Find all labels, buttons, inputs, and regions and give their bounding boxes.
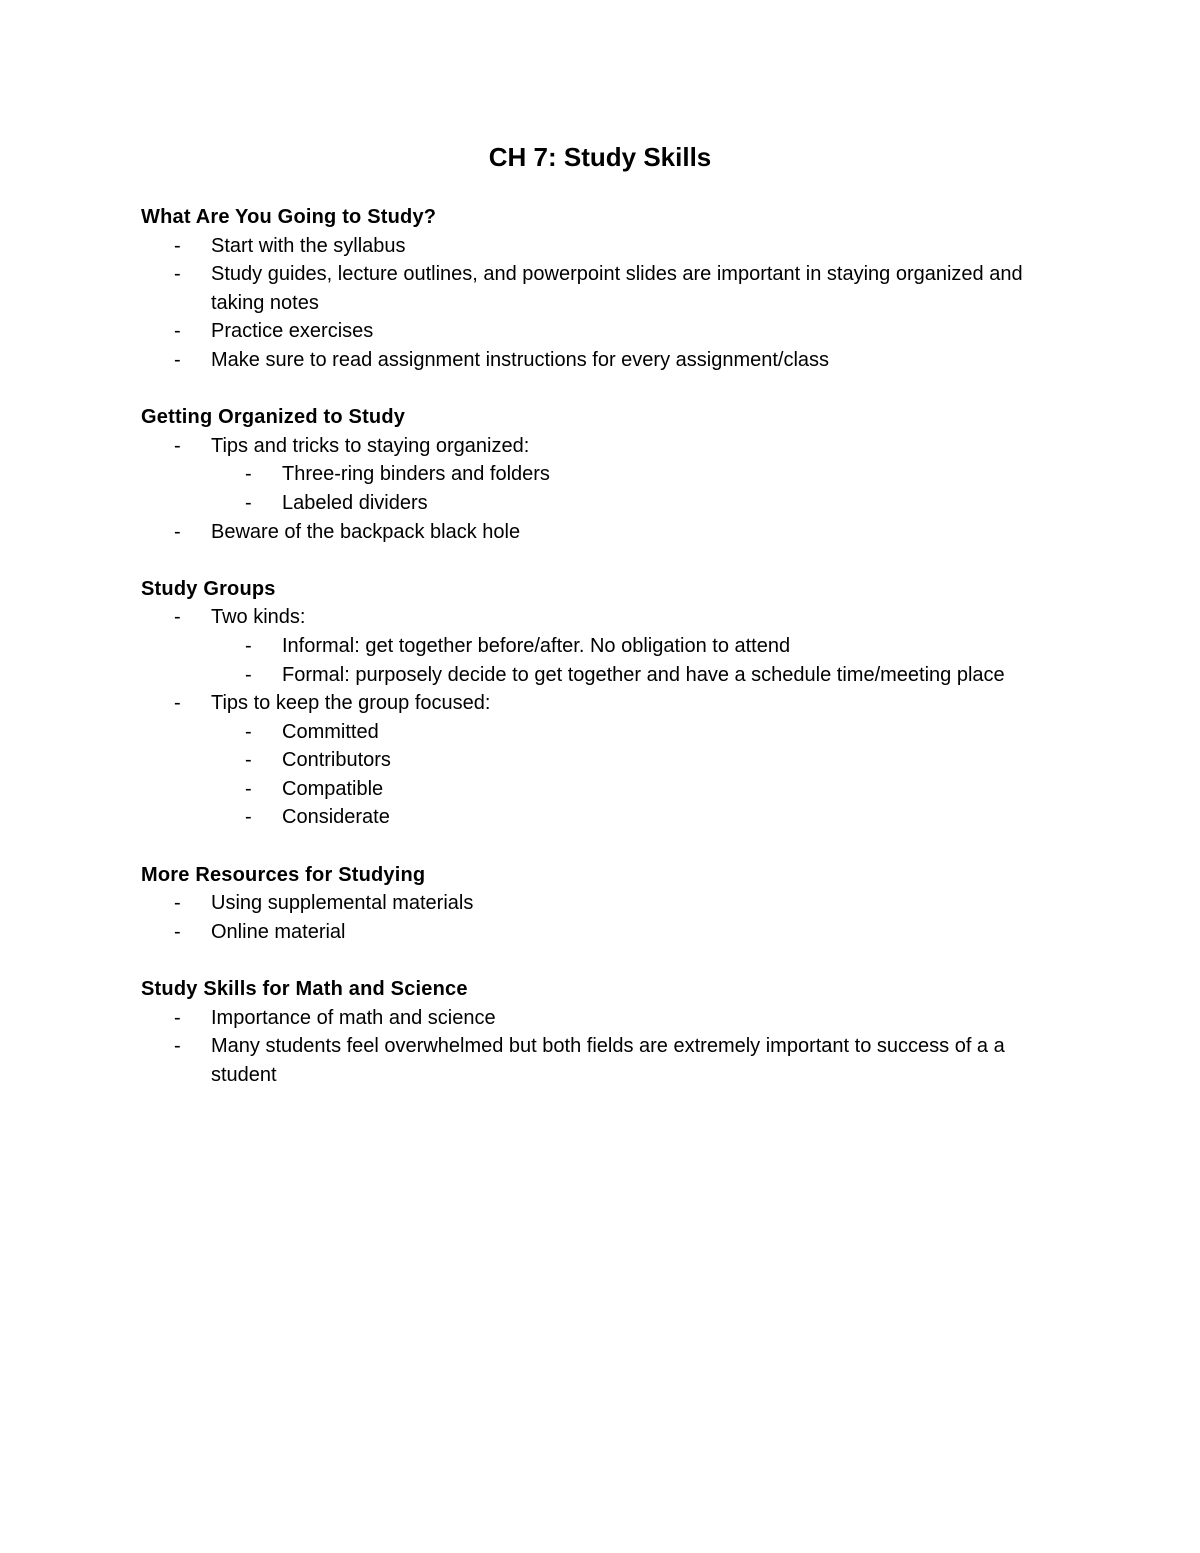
list-item — [141, 603, 1071, 632]
list-item-text: Practice exercises — [211, 320, 374, 343]
list-item-text: Online material — [211, 920, 346, 943]
list-item-text: Tips and tricks to staying organized: — [211, 434, 530, 457]
dash-bullet-icon: - — [245, 777, 252, 800]
bullet-list — [141, 603, 1071, 832]
dash-bullet-icon: - — [245, 663, 252, 686]
list-item-text: Start with the syllabus — [211, 234, 406, 257]
dash-bullet-icon: - — [174, 263, 181, 286]
sub-list-item — [141, 661, 1071, 690]
list-item — [141, 689, 1071, 718]
list-item-text: Informal: get together before/after. No obligation to attend — [282, 634, 791, 657]
sub-list-item — [141, 489, 1071, 518]
sub-list-item — [141, 746, 1071, 775]
list-item — [141, 1004, 1071, 1033]
list-item-text: Many students feel overwhelmed but both fields are extremely important to success of a a student — [211, 1035, 1005, 1086]
section-more-resources — [141, 861, 1071, 947]
dash-bullet-icon: - — [174, 320, 181, 343]
dash-bullet-icon: - — [174, 892, 181, 915]
page-title: CH 7: Study Skills — [488, 142, 712, 172]
list-item-text: Compatible — [282, 777, 384, 800]
bullet-list — [141, 1004, 1071, 1090]
list-item — [141, 317, 1071, 346]
dash-bullet-icon: - — [245, 806, 252, 829]
dash-bullet-icon: - — [245, 634, 252, 657]
list-item-text: Formal: purposely decide to get together and have a schedule time/meeting place — [282, 663, 1005, 686]
list-item — [141, 346, 1071, 375]
dash-bullet-icon: - — [174, 920, 181, 943]
list-item — [141, 260, 1071, 317]
sub-list-item — [141, 718, 1071, 747]
dash-bullet-icon: - — [174, 434, 181, 457]
dash-bullet-icon: - — [245, 463, 252, 486]
dash-bullet-icon: - — [174, 1006, 181, 1029]
list-item — [141, 518, 1071, 547]
list-item — [141, 1032, 1071, 1089]
dash-bullet-icon: - — [174, 234, 181, 257]
section-what-to-study — [141, 203, 1071, 375]
document-body — [141, 203, 1071, 1118]
list-item — [141, 232, 1071, 261]
list-item-text: Beware of the backpack black hole — [211, 520, 521, 543]
dash-bullet-icon: - — [245, 749, 252, 772]
section-heading: Study Groups — [141, 577, 276, 600]
list-item — [141, 889, 1071, 918]
section-heading: What Are You Going to Study? — [141, 206, 437, 228]
bullet-list — [141, 432, 1071, 546]
section-math-science — [141, 975, 1071, 1089]
sub-list-item — [141, 460, 1071, 489]
section-heading: More Resources for Studying — [141, 863, 426, 886]
bullet-list — [141, 889, 1071, 946]
dash-bullet-icon: - — [174, 1035, 181, 1058]
list-item-text: Make sure to read assignment instructions for every assignment/class — [211, 348, 830, 371]
dash-bullet-icon: - — [174, 520, 181, 543]
sub-list-item — [141, 632, 1071, 661]
bullet-list — [141, 232, 1071, 375]
section-getting-organized — [141, 403, 1071, 546]
list-item-text: Tips to keep the group focused: — [211, 692, 491, 715]
section-heading: Getting Organized to Study — [141, 406, 406, 429]
list-item-text: Committed — [282, 720, 379, 743]
section-study-groups — [141, 575, 1071, 832]
list-item-text: Contributors — [282, 749, 391, 772]
dash-bullet-icon: - — [174, 348, 181, 371]
sub-list-item — [141, 775, 1071, 804]
list-item-text: Using supplemental materials — [211, 892, 474, 915]
sub-list-item — [141, 803, 1071, 832]
list-item-text: Importance of math and science — [211, 1006, 496, 1029]
dash-bullet-icon: - — [245, 720, 252, 743]
dash-bullet-icon: - — [174, 692, 181, 715]
list-item — [141, 918, 1071, 947]
dash-bullet-icon: - — [245, 491, 252, 514]
list-item-text: Study guides, lecture outlines, and powerpoint slides are important in staying organized and taking notes — [211, 263, 1023, 314]
section-heading: Study Skills for Math and Science — [141, 978, 468, 1001]
list-item-text: Two kinds: — [211, 606, 306, 629]
list-item-text: Labeled dividers — [282, 491, 428, 514]
list-item — [141, 432, 1071, 461]
list-item-text: Three-ring binders and folders — [282, 463, 550, 486]
dash-bullet-icon: - — [174, 606, 181, 629]
list-item-text: Considerate — [282, 806, 390, 829]
